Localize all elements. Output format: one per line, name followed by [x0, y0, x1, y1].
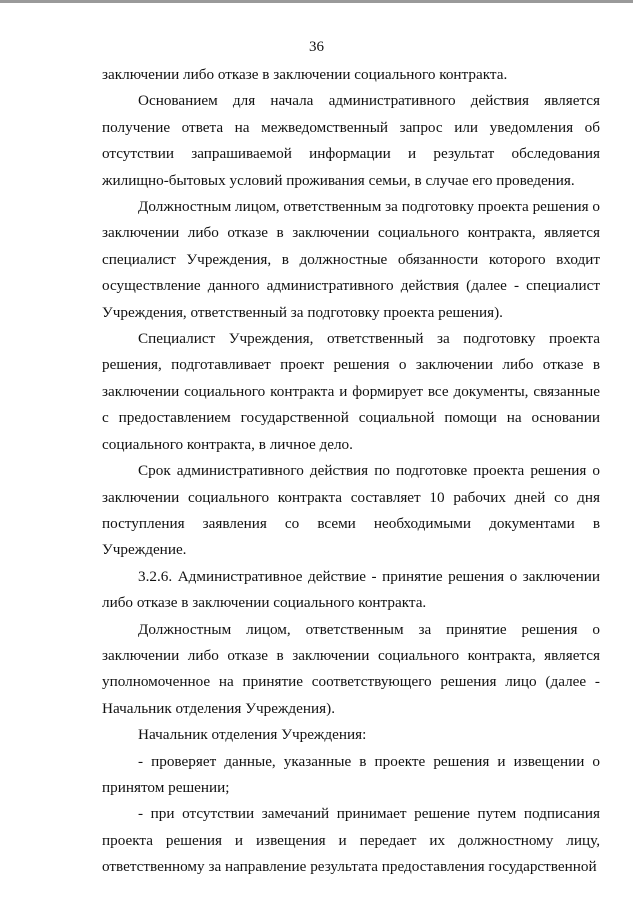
document-body: [102, 62, 600, 881]
paragraph-section-3-2-6: 3.2.6. Административное действие - принятие решения о заключении либо отказе в заключении социального контракта.: [102, 567, 600, 612]
paragraph-continuation: заключении либо отказе в заключении социального контракта.: [102, 66, 508, 83]
list-item-checks-data: - проверяет данные, указанные в проекте решения и извещении о принятом решении;: [102, 752, 600, 796]
paragraph-basis: Основанием для начала административного действия является получение ответа на межведомственный запрос или уведомления об отсутствии запрашиваемой информации и результат обследования жилищно-бытовых условий проживания семьи, в случае его проведения.: [102, 92, 600, 189]
top-scan-rule: [0, 0, 633, 3]
paragraph-specialist-duties: Специалист Учреждения, ответственный за подготовку проекта решения, подготавливает проект решения о заключении либо отказе в заключении социального контракта и формирует все документы, связанные с предоставлением государственной социальной помощи на основании социального контракта, в личное дело.: [102, 330, 600, 453]
page-number: 36: [309, 39, 324, 55]
paragraph-responsible-official: Должностным лицом, ответственным за подготовку проекта решения о заключении либо отказе в заключении социального контракта, является специалист Учреждения, в должностные обязанности которого входит осуществление данного административного действия (далее - специалист Учреждения, ответственный за подготовку проекта решения).: [102, 198, 600, 321]
paragraph-head-of-department: Начальник отделения Учреждения:: [138, 726, 367, 744]
paragraph-deadline: Срок административного действия по подготовке проекта решения о заключении социального контракта составляет 10 рабочих дней со дня поступления заявления со всеми необходимыми документами в Учреждение.: [102, 462, 600, 559]
list-item-signs-decision: - при отсутствии замечаний принимает решение путем подписания проекта решения и извещения и передает их должностному лицу, ответственному за направление результата предоставления государственной: [102, 805, 600, 876]
paragraph-decision-official: Должностным лицом, ответственным за принятие решения о заключении либо отказе в заключении социального контракта, является уполномоченное на принятие соответствующего решения лицо (далее - Начальник отделения Учреждения).: [102, 620, 600, 717]
